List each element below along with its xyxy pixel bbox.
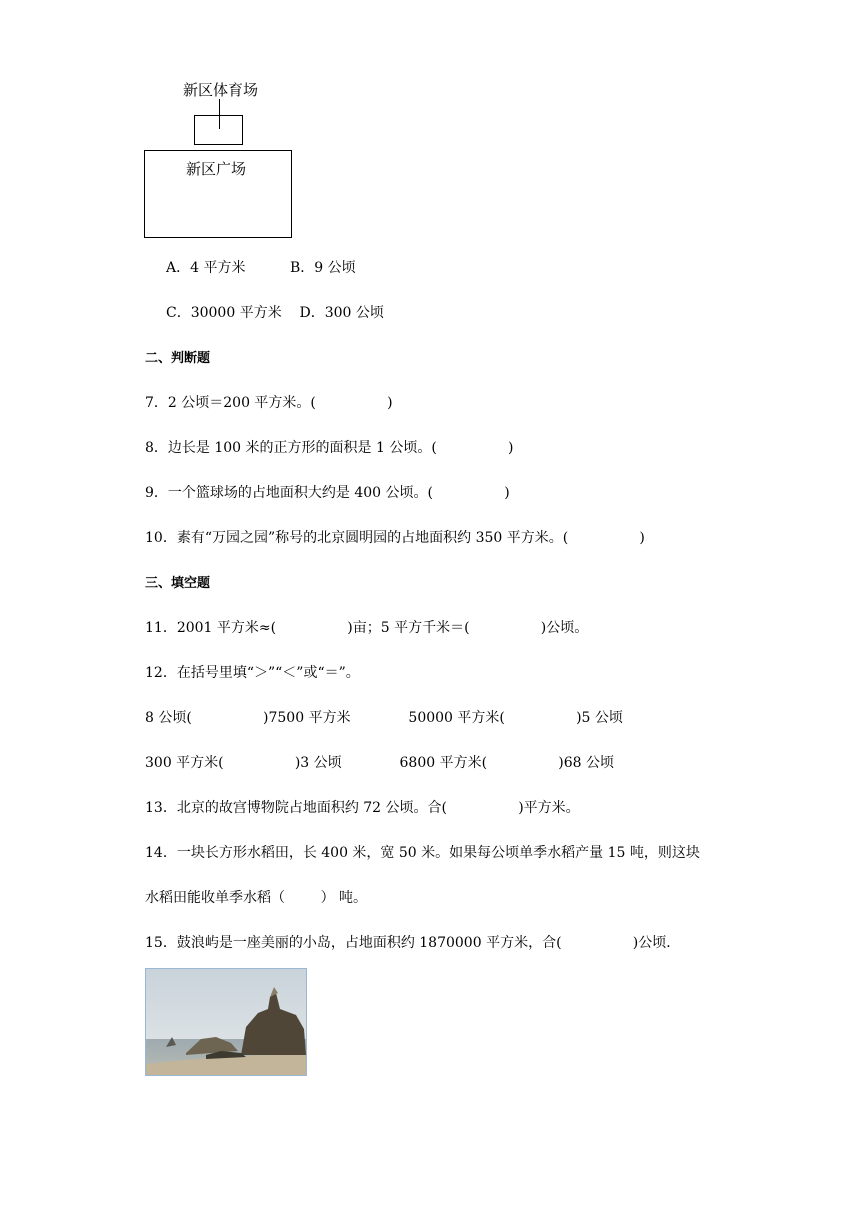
stadium-box [194,115,243,145]
question-15: 15．鼓浪屿是一座美丽的小岛，占地面积约 1870000 平方米，合( )公顷． [145,935,681,951]
stadium-label: 新区体育场 [183,81,259,99]
question-12-row2: 300 平方米( )3 公顷 6800 平方米( )68 公顷 [145,755,614,771]
gulangyu-island-photo [145,968,307,1076]
question-12-row1: 8 公顷( )7500 平方米 50000 平方米( )5 公顷 [145,710,623,726]
question-14-line2: 水稻田能收单季水稻（ ） 吨。 [145,890,368,906]
question-11: 11．2001 平方米≈( )亩；5 平方千米＝( )公顷。 [145,620,589,636]
question-9: 9．一个篮球场的占地面积大约是 400 公顷。( ) [145,485,510,501]
question-10: 10．素有“万园之园”称号的北京圆明园的占地面积约 350 平方米。( ) [145,530,645,546]
plaza-label: 新区广场 [186,160,247,178]
q6-options-row1: A．4 平方米 B．9 公顷 [166,260,356,276]
question-8: 8．边长是 100 米的正方形的面积是 1 公顷。( ) [145,440,514,456]
question-12: 12．在括号里填“＞”“＜”或“＝”。 [145,665,360,681]
question-13: 13．北京的故宫博物院占地面积约 72 公顷。合( )平方米。 [145,800,580,816]
section3-title: 三、填空题 [145,576,211,591]
section2-title: 二、判断题 [145,351,211,366]
q6-options-row2: C．30000 平方米 D．300 公顷 [166,305,384,321]
question-14-line1: 14．一块长方形水稻田，长 400 米，宽 50 米。如果每公顷单季水稻产量 15 吨，则这块 [145,845,700,861]
question-7: 7．2 公顷＝200 平方米。( ) [145,395,393,411]
